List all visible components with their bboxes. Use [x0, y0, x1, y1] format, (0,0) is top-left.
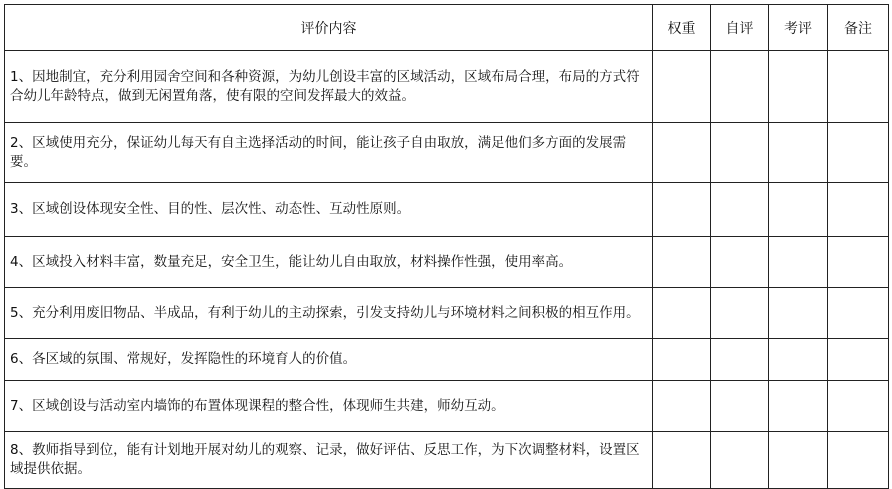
criterion-text: 1、因地制宜，充分利用园舍空间和各种资源，为幼儿创设丰富的区域活动，区域布局合理，布局的方式符合幼儿年龄特点，做到无闲置角落，使有限的空间发挥最大的效益。 — [5, 51, 653, 123]
exam-eval-cell[interactable] — [769, 432, 828, 489]
exam-eval-cell[interactable] — [769, 381, 828, 432]
note-cell[interactable] — [828, 432, 889, 489]
evaluation-table — [4, 4, 889, 489]
note-cell[interactable] — [828, 123, 889, 183]
criterion-text: 5、充分利用废旧物品、半成品，有利于幼儿的主动探索，引发支持幼儿与环境材料之间积极的相互作用。 — [5, 288, 653, 339]
criterion-text: 2、区域使用充分，保证幼儿每天有自主选择活动的时间，能让孩子自由取放，满足他们多方面的发展需要。 — [5, 123, 653, 183]
exam-eval-cell[interactable] — [769, 237, 828, 288]
exam-eval-cell[interactable] — [769, 123, 828, 183]
self-eval-cell[interactable] — [711, 339, 769, 381]
exam-eval-cell[interactable] — [769, 51, 828, 123]
weight-cell[interactable] — [653, 432, 711, 489]
criterion-text: 7、区域创设与活动室内墙饰的布置体现课程的整合性，体现师生共建，师幼互动。 — [5, 381, 653, 432]
table-row — [5, 237, 889, 288]
note-cell[interactable] — [828, 339, 889, 381]
weight-cell[interactable] — [653, 237, 711, 288]
header-content: 评价内容 — [5, 5, 653, 51]
table-row — [5, 381, 889, 432]
note-cell[interactable] — [828, 288, 889, 339]
weight-cell[interactable] — [653, 339, 711, 381]
self-eval-cell[interactable] — [711, 432, 769, 489]
self-eval-cell[interactable] — [711, 288, 769, 339]
weight-cell[interactable] — [653, 381, 711, 432]
header-row — [5, 5, 889, 51]
note-cell[interactable] — [828, 237, 889, 288]
table-row — [5, 183, 889, 237]
self-eval-cell[interactable] — [711, 381, 769, 432]
weight-cell[interactable] — [653, 183, 711, 237]
header-self-eval: 自评 — [711, 5, 769, 51]
exam-eval-cell[interactable] — [769, 183, 828, 237]
table-row — [5, 288, 889, 339]
header-note: 备注 — [828, 5, 889, 51]
exam-eval-cell[interactable] — [769, 288, 828, 339]
weight-cell[interactable] — [653, 288, 711, 339]
self-eval-cell[interactable] — [711, 237, 769, 288]
note-cell[interactable] — [828, 381, 889, 432]
criterion-text: 4、区域投入材料丰富，数量充足，安全卫生，能让幼儿自由取放，材料操作性强，使用率高。 — [5, 237, 653, 288]
criterion-text: 8、教师指导到位，能有计划地开展对幼儿的观察、记录，做好评估、反思工作，为下次调整材料，设置区域提供依据。 — [5, 432, 653, 489]
header-exam-eval: 考评 — [769, 5, 828, 51]
table-row — [5, 339, 889, 381]
header-weight: 权重 — [653, 5, 711, 51]
self-eval-cell[interactable] — [711, 183, 769, 237]
table-row — [5, 51, 889, 123]
self-eval-cell[interactable] — [711, 123, 769, 183]
note-cell[interactable] — [828, 183, 889, 237]
exam-eval-cell[interactable] — [769, 339, 828, 381]
criterion-text: 6、各区域的氛围、常规好，发挥隐性的环境育人的价值。 — [5, 339, 653, 381]
note-cell[interactable] — [828, 51, 889, 123]
self-eval-cell[interactable] — [711, 51, 769, 123]
weight-cell[interactable] — [653, 51, 711, 123]
weight-cell[interactable] — [653, 123, 711, 183]
criterion-text: 3、区域创设体现安全性、目的性、层次性、动态性、互动性原则。 — [5, 183, 653, 237]
table-row — [5, 123, 889, 183]
table-row — [5, 432, 889, 489]
